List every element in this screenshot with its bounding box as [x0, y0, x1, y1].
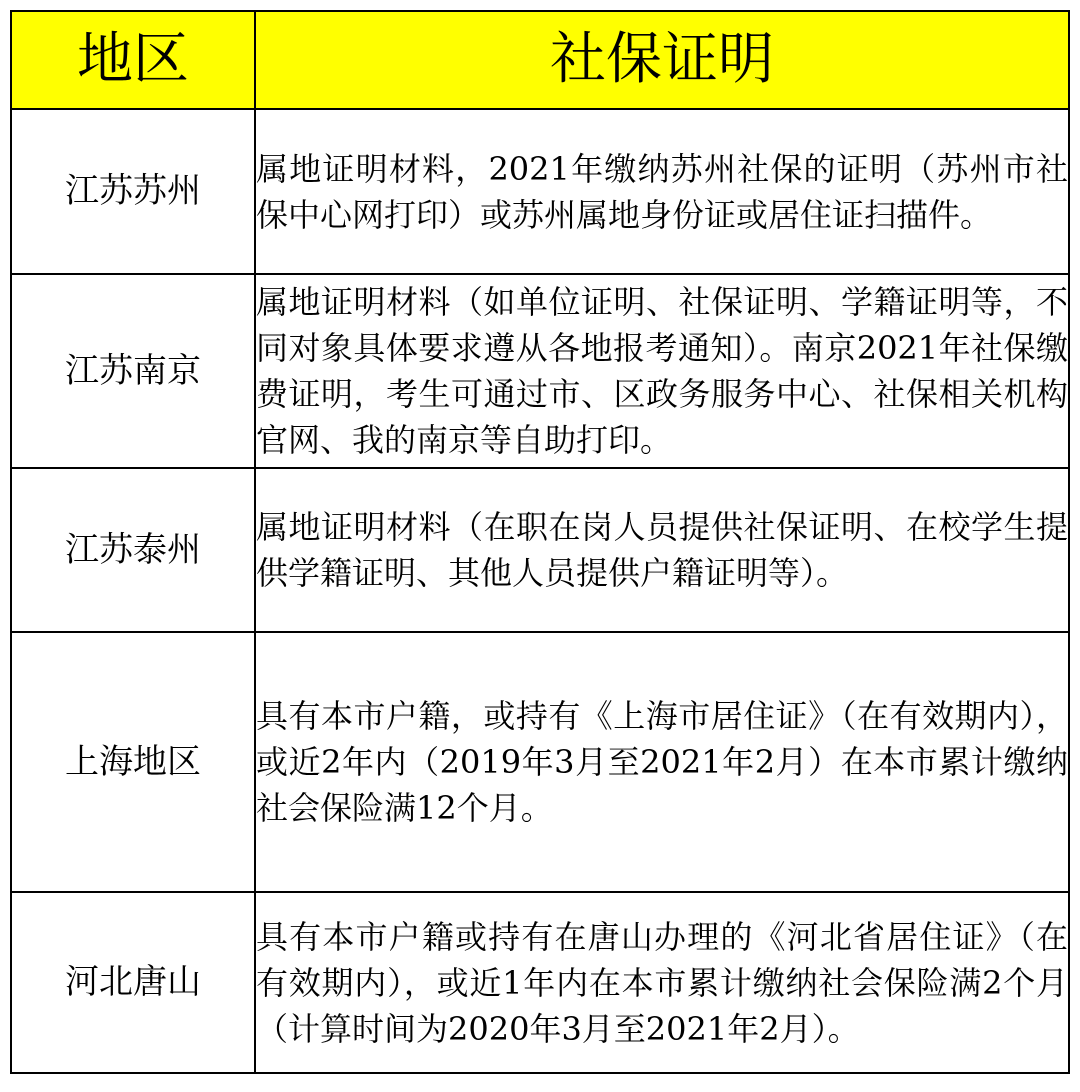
table-row: [11, 468, 1069, 632]
header-region: 地区: [11, 11, 255, 109]
proof-cell: 属地证明材料（如单位证明、社保证明、学籍证明等，不同对象具体要求遵从各地报考通知）。南京2021年社保缴费证明，考生可通过市、区政务服务中心、社保相关机构官网、我的南京等自助打印。: [255, 274, 1069, 468]
region-cell: 河北唐山: [11, 892, 255, 1073]
proof-cell: 具有本市户籍，或持有《上海市居住证》（在有效期内），或近2年内（2019年3月至2021年2月）在本市累计缴纳社会保险满12个月。: [255, 632, 1069, 892]
proof-cell: 属地证明材料（在职在岗人员提供社保证明、在校学生提供学籍证明、其他人员提供户籍证明等）。: [255, 468, 1069, 632]
table-header-row: [11, 11, 1069, 109]
region-cell: 江苏南京: [11, 274, 255, 468]
table-row: [11, 892, 1069, 1073]
header-proof: 社保证明: [255, 11, 1069, 109]
region-cell: 江苏泰州: [11, 468, 255, 632]
table-row: [11, 109, 1069, 274]
table-row: [11, 632, 1069, 892]
proof-cell: 属地证明材料，2021年缴纳苏州社保的证明（苏州市社保中心网打印）或苏州属地身份证或居住证扫描件。: [255, 109, 1069, 274]
social-security-proof-table: [10, 10, 1070, 1074]
proof-cell: 具有本市户籍或持有在唐山办理的《河北省居住证》（在有效期内），或近1年内在本市累计缴纳社会保险满2个月（计算时间为2020年3月至2021年2月）。: [255, 892, 1069, 1073]
table-row: [11, 274, 1069, 468]
region-cell: 江苏苏州: [11, 109, 255, 274]
region-cell: 上海地区: [11, 632, 255, 892]
